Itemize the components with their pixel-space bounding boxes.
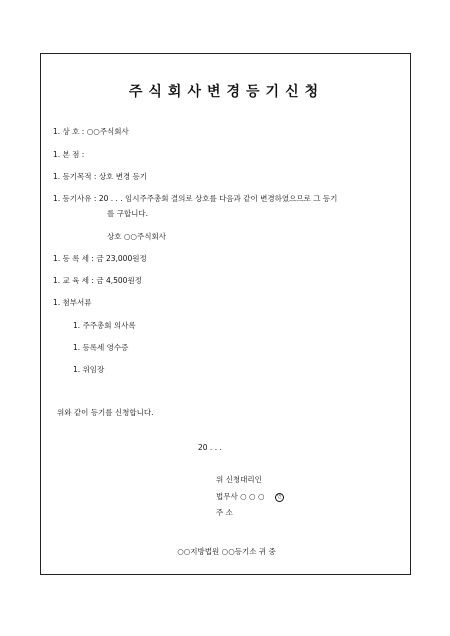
reason-field-line2: 를 구합니다. bbox=[107, 209, 148, 218]
new-trade-name: 상호 ○○주식회사 bbox=[107, 232, 166, 241]
education-tax-field: 1. 교 육 세 : 금 4,500원정 bbox=[53, 276, 142, 285]
document-title: 주식회사변경등기신청 bbox=[128, 84, 325, 100]
applicant-title: 위 신청대리인 bbox=[216, 475, 262, 484]
seal-mark: 인 bbox=[275, 493, 284, 502]
registration-tax-field: 1. 등 록 세 : 금 23,000원정 bbox=[53, 254, 147, 263]
applicant-address: 주 소 bbox=[216, 508, 233, 517]
addressee-line: ○○지방법원 ○○등기소 귀 중 bbox=[177, 547, 276, 556]
attachment-item: 1. 위임장 bbox=[73, 365, 105, 374]
purpose-field: 1. 등기목적 : 상호 변경 등기 bbox=[53, 172, 148, 181]
document-frame bbox=[40, 53, 411, 575]
attachment-item: 1. 등록세 영수증 bbox=[73, 343, 129, 352]
attachment-item: 1. 주주총회 의사록 bbox=[73, 321, 136, 330]
trade-name-field: 1. 상 호 : ○○주식회사 bbox=[53, 127, 129, 136]
applicant-name-text: 법무사 ○ ○ ○ bbox=[216, 492, 265, 501]
reason-field-line1: 1. 등기사유 : 20 . . . 임시주주총회 결의로 상호를 다음과 같이 변경하였으므로 그 등기 bbox=[53, 194, 338, 203]
attachments-heading: 1. 첨부서류 bbox=[53, 298, 92, 307]
date-line: 20 . . . bbox=[198, 443, 222, 452]
request-sentence: 위와 같이 등기를 신청합니다. bbox=[57, 408, 154, 417]
head-office-field: 1. 본 점 : bbox=[53, 150, 85, 159]
applicant-name bbox=[216, 492, 284, 502]
